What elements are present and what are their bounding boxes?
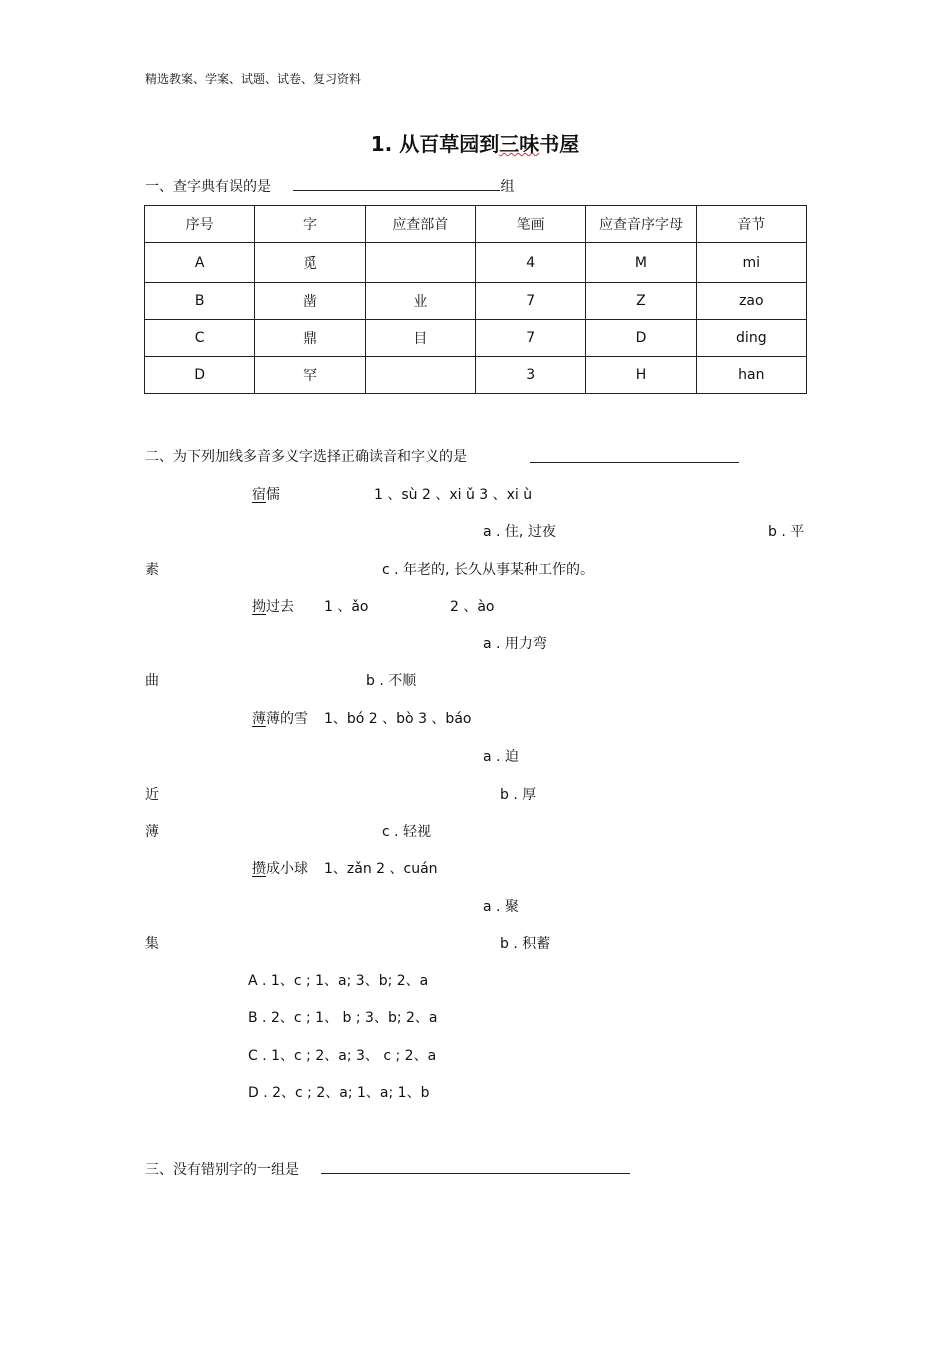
table-cell: C: [145, 320, 255, 357]
word-2-underlined: 拗: [252, 599, 266, 615]
word-2-meaning-b: b . 不顺: [366, 673, 417, 689]
q3-label: 三、没有错别字的一组是: [145, 1162, 299, 1178]
word-1-readings: 1 、sù 2 、xi ǔ 3 、xi ù: [374, 487, 533, 503]
table-cell: han: [696, 357, 806, 394]
table-cell: Z: [586, 283, 696, 320]
word-4: [252, 860, 308, 878]
table-row: [145, 243, 807, 283]
option-c[interactable]: C . 1、c ; 2、a; 3、 c ; 2、a: [248, 1048, 437, 1064]
word-3-meaning-a: a . 迫: [483, 749, 519, 765]
q2-answer-blank[interactable]: [530, 448, 739, 463]
table-cell: 觅: [255, 243, 365, 283]
word-2-reading-2: 2 、ào: [450, 599, 495, 615]
table-cell: 3: [475, 357, 585, 394]
option-a[interactable]: A . 1、c ; 1、a; 3、b; 2、a: [248, 973, 429, 989]
table-cell: 凿: [255, 283, 365, 320]
table-cell: H: [586, 357, 696, 394]
table-header-row: [145, 206, 807, 243]
word-1-rest: 儒: [266, 487, 280, 503]
table-cell: mi: [696, 243, 806, 283]
table-cell: zao: [696, 283, 806, 320]
table-cell: B: [145, 283, 255, 320]
title-suffix: 书屋: [539, 132, 580, 156]
word-1-meaning-c: c . 年老的, 长久从事某种工作的。: [382, 562, 594, 578]
word-2-rest: 过去: [266, 599, 294, 615]
word-4-underlined: 攒: [252, 861, 266, 877]
word-3-meaning-b-cont: 薄: [145, 824, 159, 840]
q1-label: 一、查字典有误的是: [145, 179, 271, 195]
word-4-meaning-a: a . 聚: [483, 899, 519, 915]
word-2-meaning-a-cont: 曲: [145, 673, 159, 689]
table-cell: M: [586, 243, 696, 283]
header-note: 精选教案、学案、试题、试卷、复习资料: [145, 72, 362, 86]
table-row: [145, 320, 807, 357]
word-4-readings: 1、zǎn 2 、cuán: [324, 861, 438, 877]
header-cell: 应查部首: [365, 206, 475, 243]
table-cell: 鼎: [255, 320, 365, 357]
q2-label: 二、为下列加线多音多义字选择正确读音和字义的是: [145, 449, 467, 465]
word-3-underlined: 薄: [252, 711, 266, 727]
word-1-underlined: 宿: [252, 487, 266, 503]
word-1: [252, 486, 280, 504]
title-prefix: 1. 从百草园到: [370, 132, 500, 156]
table-cell: 目: [365, 320, 475, 357]
option-d[interactable]: D . 2、c ; 2、a; 1、a; 1、b: [248, 1085, 430, 1101]
table-row: [145, 357, 807, 394]
word-1-meaning-b: b . 平: [768, 524, 805, 540]
word-3-meaning-a-cont: 近: [145, 787, 159, 803]
title-wavy: 三味: [499, 132, 540, 156]
table-cell: ding: [696, 320, 806, 357]
word-3: [252, 710, 308, 728]
word-2-meaning-a: a . 用力弯: [483, 636, 547, 652]
table-cell: [365, 243, 475, 283]
word-1-meaning-b-cont: 素: [145, 562, 159, 578]
header-cell: 序号: [145, 206, 255, 243]
table-cell: D: [145, 357, 255, 394]
word-4-meaning-b: b . 积蓄: [500, 936, 551, 952]
word-2-reading-1: 1 、ǎo: [324, 599, 369, 615]
word-3-rest: 薄的雪: [266, 711, 308, 727]
word-2: [252, 598, 294, 616]
q3-answer-blank[interactable]: [321, 1159, 630, 1174]
table-row: [145, 283, 807, 320]
option-b[interactable]: B . 2、c ; 1、 b ; 3、b; 2、a: [248, 1010, 438, 1026]
q3-line: [145, 1159, 630, 1179]
table-cell: [365, 357, 475, 394]
header-cell: 音节: [696, 206, 806, 243]
table-cell: 罕: [255, 357, 365, 394]
q1-suffix: 组: [500, 179, 515, 195]
word-1-meaning-a: a . 住, 过夜: [483, 524, 556, 540]
word-4-meaning-a-cont: 集: [145, 936, 159, 952]
word-4-rest: 成小球: [266, 861, 308, 877]
table-cell: 7: [475, 283, 585, 320]
header-cell: 应查音序字母: [586, 206, 696, 243]
header-cell: 笔画: [475, 206, 585, 243]
q1-answer-blank[interactable]: [293, 176, 500, 191]
table-cell: 4: [475, 243, 585, 283]
page-title: [0, 132, 950, 156]
word-3-meaning-b: b . 厚: [500, 787, 537, 803]
header-cell: 字: [255, 206, 365, 243]
table-cell: D: [586, 320, 696, 357]
q2-blank-wrap: [530, 448, 739, 468]
table-cell: 业: [365, 283, 475, 320]
word-3-readings: 1、bó 2 、bò 3 、báo: [324, 711, 472, 727]
table-cell: A: [145, 243, 255, 283]
dictionary-table: [144, 205, 807, 394]
word-3-meaning-c: c . 轻视: [382, 824, 432, 840]
q1-line: [145, 176, 514, 196]
table-cell: 7: [475, 320, 585, 357]
